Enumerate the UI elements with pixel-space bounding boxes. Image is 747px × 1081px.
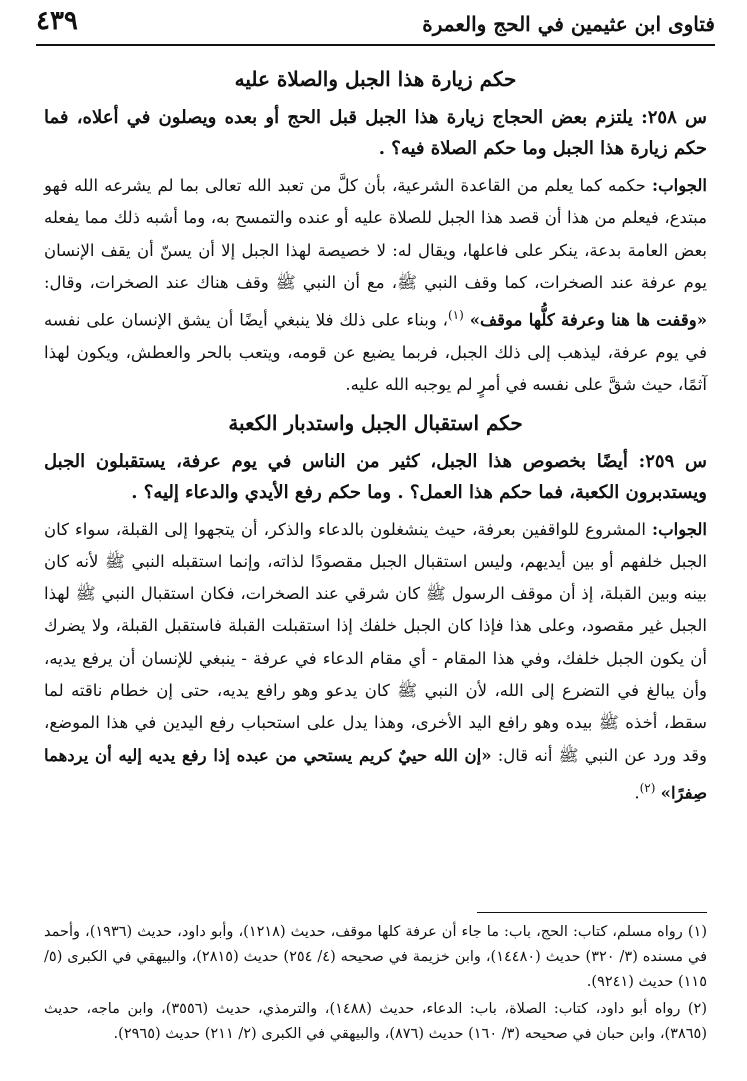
page-body <box>44 58 707 814</box>
answer-text: المشروع للواقفين بعرفة، حيث ينشغلون بالدعاء والذكر، أن يتجهوا إلى القبلة، سواء كان الجبل خلفهم أو بين أيديهم، وليس استقبال الجبل مقصودًا لذاته، وإنما استقبله النبي ﷺ لأنه كان بينه وبين القبلة، إذ أن موقف الرسول ﷺ كان شرقي عند الصخرات، فكان استقبال النبي ﷺ لهذا الجبل غير مقصود، وعلى هذا فإذا كان الجبل خلفك إذا استقبلت القبلة فاستقبل القبلة، ولا يضرك أن يكون الجبل خلفك، وفي هذا المقام - أي مقام الدعاء في عرفة - ينبغي للإنسان أن يرفع يديه، وأن يبالغ في التضرع إلى الله، لأن النبي ﷺ كان يدعو وهو رافع يديه، حتى إن خطام ناقته لما سقط، أخذه ﷺ بيده وهو رافع اليد الأخرى، وهذا يدل على استحباب رفع اليدين في هذا الموضع، وقد ورد عن النبي ﷺ أنه قال: <box>44 519 707 765</box>
answer-label: الجواب: <box>652 176 708 195</box>
hadith-quote: «وقفت ها هنا وعرفة كلُّها موقف» <box>469 310 708 330</box>
section-title: حكم زيارة هذا الجبل والصلاة عليه <box>234 67 517 91</box>
footnote-divider <box>477 912 707 913</box>
running-title: فتاوى ابن عثيمين في الحج والعمرة <box>422 12 715 36</box>
answer-259 <box>44 514 707 810</box>
page-header <box>36 6 715 42</box>
footnote-marker[interactable]: (٢) <box>639 780 656 795</box>
answer-text-continued: . <box>634 783 640 803</box>
footnote-marker[interactable]: (١) <box>447 308 464 323</box>
page-number: ٤٣٩ <box>36 6 78 36</box>
hadith-quote: «إن الله حييٌ كريم يستحي من عبده إذا رفع يديه إليه أن يردهما صِفرًا» <box>44 745 707 803</box>
answer-text-continued: ، وبناء على ذلك فلا ينبغي أيضًا أن يشق الإنسان على نفسه في يوم عرفة، ليذهب إلى ذلك الجبل، فربما يضيع عن قومه، ويتعب بالحر والعطش، ويكون لهذا آثمًا، حيث شقَّ على نفسه في أمرٍ لم يوجبه الله عليه. <box>44 310 707 395</box>
header-divider <box>36 44 715 46</box>
answer-258 <box>44 170 707 402</box>
answer-text: حكمه كما يعلم من القاعدة الشرعية، بأن كلَّ من تعبد الله تعالى بما لم يشرعه الله فهو مبتدع، فيعلم من هذا أن قصد هذا الجبل للصلاة عليه أو عنده والتمسح به، وما أشبه ذلك مما يفعله بعض العامة بدعة، ينكر على فاعلها، ويقال له: لا خصيصة لهذا الجبل إلا أن يسنّ أن يقف الإنسان يوم عرفة عند الصخرات، كما وقف النبي ﷺ، مع أن النبي ﷺ وقف هناك عند الصخرات، وقال: <box>44 176 707 292</box>
footnotes <box>44 920 707 1049</box>
footnote-1: (١) رواه مسلم، كتاب: الحج، باب: ما جاء أن عرفة كلها موقف، حديث (١٢١٨)، وأبو داود، حديث (١٩٣٦)، وأحمد في مسنده (٣/ ٣٢٠) حديث (١٤٤٨٠)، وابن خزيمة في صحيحه (٤/ ٢٥٤) حديث (٢٨١٥)، والبيهقي في الكبرى (٥/ ١١٥) حديث (٩٢٤١). <box>44 924 708 990</box>
answer-label: الجواب: <box>652 519 708 539</box>
question-259: س ٢٥٩: أيضًا بخصوص هذا الجبل، كثير من الناس في يوم عرفة، يستقبلون الجبل ويستدبرون الكعبة، فما حكم هذا العمل؟ . وما حكم رفع الأيدي والدعاء إليه؟ . <box>44 450 707 503</box>
question-258: س ٢٥٨: يلتزم بعض الحجاج زيارة هذا الجبل قبل الحج أو بعده ويصلون في أعلاه، فما حكم زيارة هذا الجبل وما حكم الصلاة فيه؟ . <box>44 107 707 159</box>
section-title: حكم استقبال الجبل واستدبار الكعبة <box>228 410 523 435</box>
footnote-2: (٢) رواه أبو داود، كتاب: الصلاة، باب: الدعاء، حديث (١٤٨٨)، والترمذي، حديث (٣٥٥٦)، وابن ماجه، حديث (٣٨٦٥)، وابن حبان في صحيحه (٣/ ١٦٠) حديث (٨٧٦)، والبيهقي في الكبرى (٢/ ٢١١) حديث (٢٩٦٥). <box>44 1001 707 1042</box>
